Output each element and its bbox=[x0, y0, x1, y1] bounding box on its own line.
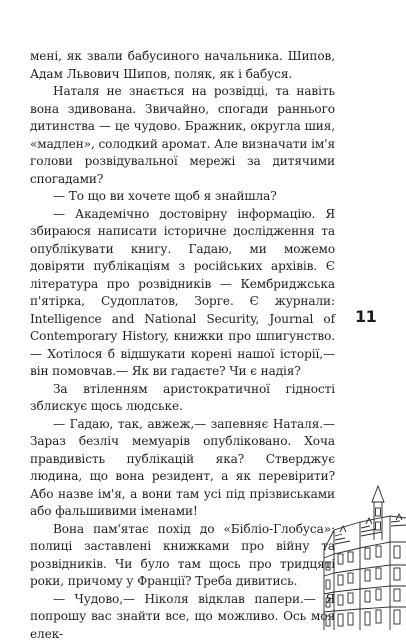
city-buildings-sketch-icon bbox=[320, 480, 406, 630]
paragraph: Вона пам'ятає похід до «Бiблiо-Глобуса»: полиці заставлені книжками про війну та розвідників. Чи було там щось про тридцяті роки, причому у Франції? Треба дивитись. bbox=[30, 521, 335, 591]
paragraph: — Гадаю, так, авжеж,— запевняє Наталя.— Зараз безліч мемуарів опубліковано. Хоча правдивість публікацій яка? Стверджує людина, що вона резидент, а як перевірити? Або назве ім'я, а вони там усі під прізвиськами або фальшивими іменами! bbox=[30, 416, 335, 521]
paragraph: — То що ви хочете щоб я знайшла? bbox=[30, 188, 335, 206]
paragraph: — Чудово,— Ніколя відклав папери.— Я попрошу вас знайти все, що можливо. Ось моя елек- bbox=[30, 591, 335, 643]
body-text bbox=[30, 48, 335, 643]
paragraph: мені, як звали бабусиного начальника. Шипов, Адам Львович Шипов, поляк, як і бабуся. bbox=[30, 48, 335, 83]
page-number: 11 bbox=[355, 307, 376, 326]
paragraph: За втіленням аристократичної гідності зблискує щось людське. bbox=[30, 381, 335, 416]
paragraph: Наталя не знається на розвідці, та навіть вона здивована. Звичайно, спогади раннього дитинства — це чудово. Бражник, округла шия, «мадлен», солодкий аромат. Але визначати ім'я голови розвідувальної мережі за дитячими спогадами? bbox=[30, 83, 335, 188]
paragraph: — Академічно достовірну інформацію. Я збираюся написати історичне дослідження та опублікувати книгу. Гадаю, ми можемо довіряти публікаціям з російських архівів. Є література про розвідників — Кембриджська п'ятірка, Судоплатов, Зорге. Є журнали: Intelligence and National Security, Journal of Contemporary History, книжки про шпигунство.— Хотілося б відшукати корені нашої історії,— він помовчав.— Як ви гадаєте? Чи є надія? bbox=[30, 206, 335, 381]
